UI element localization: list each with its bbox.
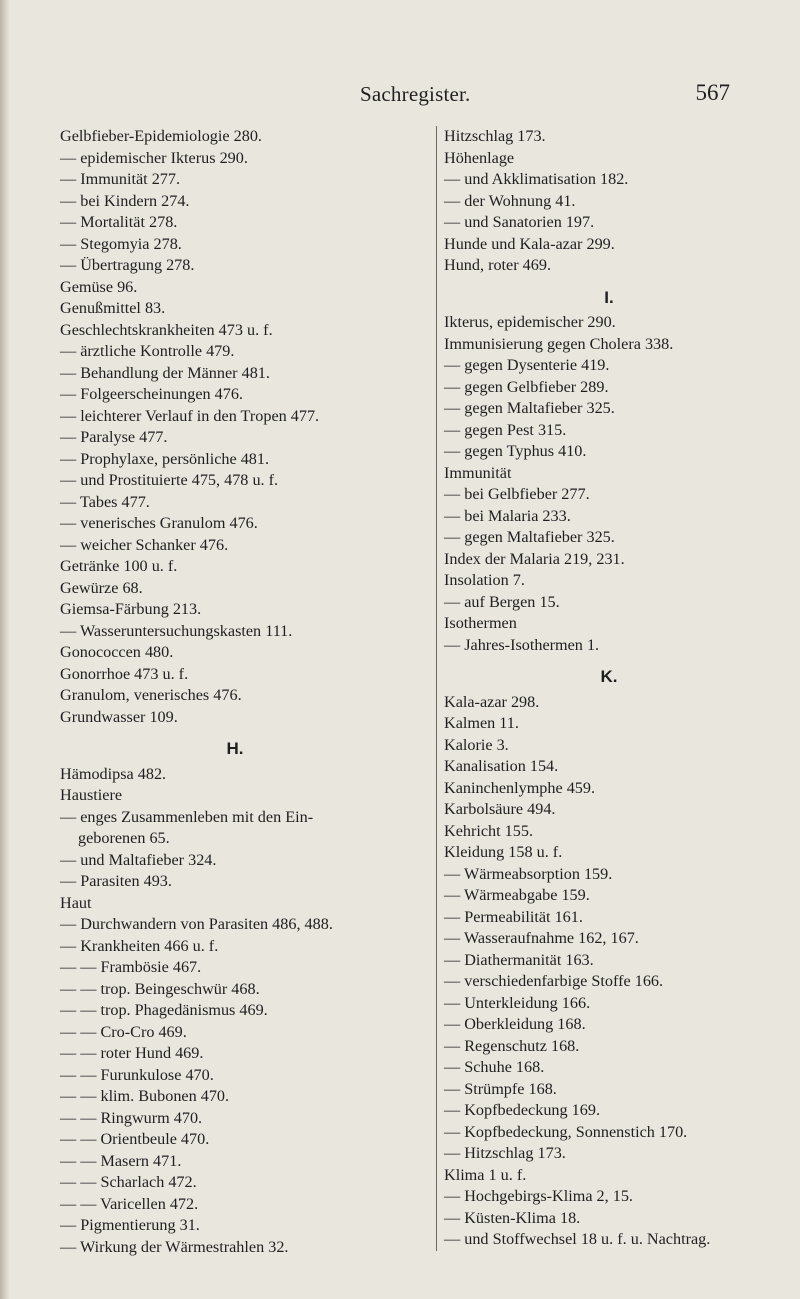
index-entry: Kehricht 155. — [444, 821, 534, 840]
index-entry: — — Frambösie 467. — [60, 958, 202, 976]
index-entry: — — Furunkulose 470. — [60, 1065, 214, 1084]
index-entry: — Tabes 477. — [60, 492, 150, 511]
index-entry: — ärztliche Kontrolle 479. — [60, 342, 235, 360]
index-entry: — enges Zusammenleben mit den Ein- — [60, 807, 314, 826]
index-entry: — bei Gelbfieber 277. — [444, 485, 590, 503]
index-entry: — Wärmeabgabe 159. — [444, 886, 590, 904]
index-entry: — gegen Typhus 410. — [444, 442, 587, 460]
index-entry: Index der Malaria 219, 231. — [444, 549, 625, 568]
index-entry: — epidemischer Ikterus 290. — [60, 148, 248, 167]
index-entry: — Folgeerscheinungen 476. — [60, 385, 243, 403]
index-entry: — Kopfbedeckung, Sonnenstich 170. — [444, 1122, 688, 1141]
index-entry: Haut — [60, 893, 92, 912]
index-entry: Isothermen — [444, 614, 517, 632]
index-entry: Getränke 100 u. f. — [60, 557, 178, 575]
index-entry: Immunität — [444, 463, 512, 482]
index-entry: — Permeabilität 161. — [444, 907, 583, 926]
index-entry: — Krankheiten 466 u. f. — [60, 936, 219, 955]
index-entry: — Wasseruntersuchungskasten 111. — [60, 621, 293, 640]
index-entry: Kleidung 158 u. f. — [444, 843, 563, 861]
index-entry: Ikterus, epidemischer 290. — [444, 313, 616, 331]
index-entry: — Wirkung der Wärmestrahlen 32. — [60, 1237, 289, 1256]
index-entry: — gegen Maltafieber 325. — [444, 528, 615, 546]
index-entry: Gemüse 96. — [60, 277, 138, 296]
index-entry: — Regenschutz 168. — [444, 1036, 580, 1055]
index-entry: Gewürze 68. — [60, 578, 143, 597]
index-entry: — — Cro-Cro 469. — [60, 1022, 187, 1041]
index-entry: — gegen Gelbfieber 289. — [444, 377, 609, 396]
index-entry: — und Stoffwechsel 18 u. f. u. Nachtrag. — [444, 1230, 711, 1248]
index-column-right — [436, 126, 774, 1251]
index-entry: — weicher Schanker 476. — [60, 535, 229, 554]
index-entry: Giemsa-Färbung 213. — [60, 600, 202, 618]
index-entry: — — Varicellen 472. — [60, 1194, 199, 1213]
page-title: Sachregister. — [360, 82, 471, 106]
index-entry: Granulom, venerisches 476. — [60, 686, 242, 704]
index-entry: — Prophylaxe, persönliche 481. — [60, 449, 270, 468]
index-entry: — Diathermanität 163. — [444, 950, 594, 969]
index-entry: — leichterer Verlauf in den Tropen 477. — [60, 406, 320, 425]
index-entry: — — Orientbeule 470. — [60, 1130, 210, 1148]
index-entry: — — Ringwurm 470. — [60, 1108, 203, 1127]
index-entry: — verschiedenfarbige Stoffe 166. — [444, 972, 664, 990]
index-entry: Insolation 7. — [444, 571, 525, 589]
index-entry: Geschlechtskrankheiten 473 u. f. — [60, 320, 273, 339]
page-number: 567 — [695, 80, 730, 105]
index-entry: Kalmen 11. — [444, 714, 519, 732]
index-entry: — Hitzschlag 173. — [444, 1144, 566, 1162]
index-entry: Klima 1 u. f. — [444, 1165, 527, 1184]
index-entry: — Pigmentierung 31. — [60, 1216, 200, 1234]
index-entry: — Behandlung der Männer 481. — [60, 363, 270, 382]
index-entry: — Stegomyia 278. — [60, 234, 182, 253]
index-entry: — Kopfbedeckung 169. — [444, 1101, 600, 1119]
page-header — [60, 80, 730, 110]
index-entry: Karbolsäure 494. — [444, 800, 556, 818]
index-entry: Hitzschlag 173. — [444, 127, 546, 145]
index-entry: — der Wohnung 41. — [444, 191, 576, 210]
index-entry: — — Masern 471. — [60, 1151, 182, 1170]
index-entry: — — trop. Beingeschwür 468. — [60, 979, 260, 998]
index-entry: — auf Bergen 15. — [444, 592, 560, 611]
index-entry: Gelbfieber-Epidemiologie 280. — [60, 127, 262, 145]
index-entry: — gegen Maltafieber 325. — [444, 399, 615, 417]
index-entry: — und Sanatorien 197. — [444, 213, 595, 231]
index-entry: — Strümpfe 168. — [444, 1079, 557, 1098]
index-entry: Kaninchenlymphe 459. — [444, 778, 596, 797]
index-entry: — Oberkleidung 168. — [444, 1015, 586, 1033]
index-entry: — und Akklimatisation 182. — [444, 170, 629, 188]
index-entry: — gegen Pest 315. — [444, 420, 567, 439]
index-entry: Gonorrhoe 473 u. f. — [60, 664, 189, 683]
index-entry: — Küsten-Klima 18. — [444, 1208, 581, 1227]
index-entry: — Paralyse 477. — [60, 428, 168, 446]
index-entry: — Unterkleidung 166. — [444, 993, 591, 1012]
index-entry: — Übertragung 278. — [60, 256, 195, 274]
index-entry: — bei Kindern 274. — [60, 191, 190, 210]
index-entry: — Hochgebirgs-Klima 2, 15. — [444, 1187, 633, 1205]
index-entry: Kalorie 3. — [444, 735, 509, 754]
index-entry: — Immunität 277. — [60, 170, 181, 188]
index-entry: — Parasiten 493. — [60, 872, 172, 890]
index-entry: — Mortalität 278. — [60, 213, 178, 231]
index-entry: Hämodipsa 482. — [60, 764, 167, 783]
index-entry: — und Prostituierte 475, 478 u. f. — [60, 471, 279, 489]
section-letter: K. — [600, 667, 618, 686]
index-entry: Immunisierung gegen Cholera 338. — [444, 334, 674, 353]
index-entry: Hunde und Kala-azar 299. — [444, 234, 615, 253]
section-letter: H. — [226, 739, 244, 758]
index-entry: — venerisches Granulom 476. — [60, 514, 258, 532]
index-entry: — — Scharlach 472. — [60, 1173, 197, 1191]
index-entry: Höhenlage — [444, 148, 515, 167]
index-entry: Kala-azar 298. — [444, 692, 540, 711]
index-entry: Haustiere — [60, 786, 123, 804]
index-entry-continuation: geborenen 65. — [78, 829, 170, 847]
section-letter: I. — [604, 287, 614, 307]
index-entry: — Wasseraufnahme 162, 167. — [444, 929, 639, 947]
index-entry: Kanalisation 154. — [444, 757, 559, 775]
index-entry: Gonococcen 480. — [60, 643, 174, 661]
index-entry: Grundwasser 109. — [60, 707, 178, 726]
index-entry: — — roter Hund 469. — [60, 1044, 204, 1062]
index-entry: Hund, roter 469. — [444, 256, 551, 274]
index-entry: — gegen Dysenterie 419. — [444, 356, 610, 374]
index-entry: — — trop. Phagedänismus 469. — [60, 1001, 268, 1019]
index-entry: — Schuhe 168. — [444, 1058, 545, 1076]
index-entry: — bei Malaria 233. — [444, 506, 571, 525]
page-edge — [0, 0, 10, 1299]
index-entry: — Wärmeabsorption 159. — [444, 864, 613, 883]
index-entry: — und Maltafieber 324. — [60, 850, 217, 869]
index-entry: — — klim. Bubonen 470. — [60, 1087, 230, 1105]
index-entry: — Durchwandern von Parasiten 486, 488. — [60, 915, 333, 933]
index-entry: — Jahres-Isothermen 1. — [444, 635, 600, 654]
index-entry: Genußmittel 83. — [60, 299, 166, 317]
index-column-left — [60, 126, 410, 1258]
